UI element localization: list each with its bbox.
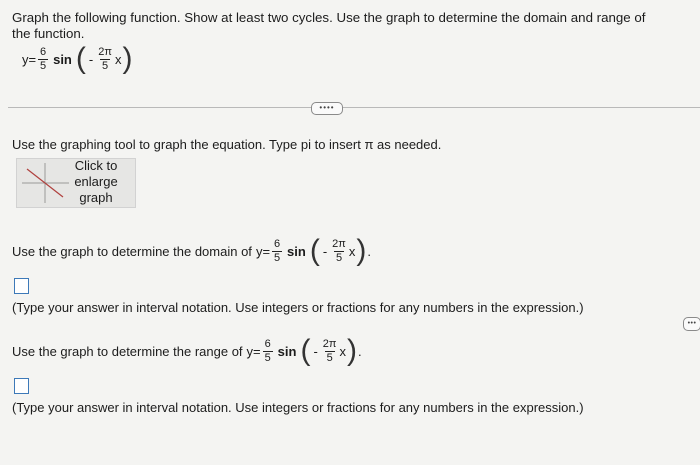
graph-thumbnail-label[interactable]: Click to enlarge graph <box>74 158 118 205</box>
range-prompt: Use the graph to determine the range of <box>12 343 243 359</box>
eq-paren-open: ( <box>75 42 86 75</box>
range-question: Use the graph to determine the range of y = $\frac{6}{5}$ sin ( - $\frac{2\pi}{5}$ x ) . <box>12 334 362 367</box>
range-answer-input[interactable] <box>14 378 29 394</box>
function-equation <box>22 44 133 74</box>
eq-var: x <box>114 51 122 67</box>
eq-equals: = <box>28 51 37 67</box>
domain-answer-input[interactable] <box>14 278 29 294</box>
range-hint: (Type your answer in interval notation. Use integers or fractions for any numbers in the expression.) <box>12 400 584 415</box>
eq-sin: sin <box>53 51 72 67</box>
problem-prompt: Graph the following function. Show at least two cycles. Use the graph to determine the domain and range of the function. <box>12 10 646 41</box>
eq-sign: - <box>88 51 94 67</box>
more-button[interactable]: •••• <box>311 102 343 115</box>
graph-thumbnail-icon <box>17 159 73 207</box>
eq-lhs: y <box>22 51 29 67</box>
side-more-button[interactable]: ••• <box>683 317 700 331</box>
graph-tool-instruction: Use the graphing tool to graph the equation. Type pi to insert π as needed. <box>12 137 442 152</box>
eq-arg-fraction: $\frac{2\pi}{5}$ <box>98 45 112 72</box>
eq-coefficient: $\frac{6}{5}$ <box>40 45 47 72</box>
separator <box>8 107 700 108</box>
domain-question: Use the graph to determine the domain of y = $\frac{6}{5}$ sin ( - $\frac{2\pi}{5}$ x ) . <box>12 234 372 267</box>
eq-paren-close: ) <box>122 42 133 75</box>
domain-hint: (Type your answer in interval notation. Use integers or fractions for any numbers in the expression.) <box>12 300 584 315</box>
domain-prompt: Use the graph to determine the domain of <box>12 243 252 259</box>
